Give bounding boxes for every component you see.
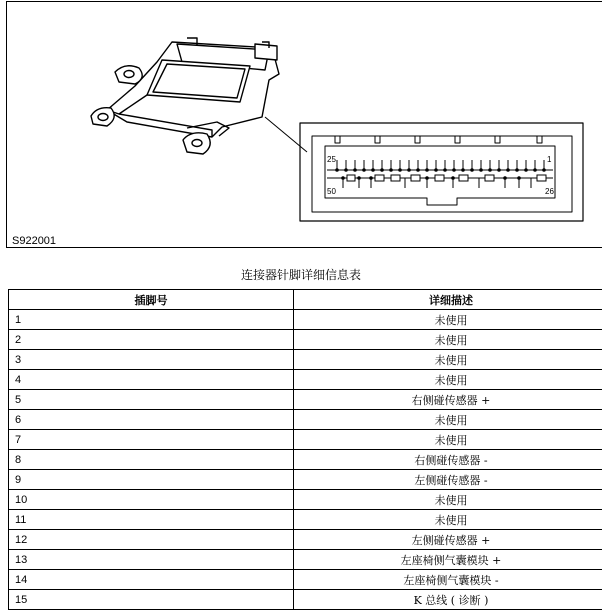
pin-number-cell: 1 [9,310,294,330]
pin-description-cell: 未使用 [294,490,602,510]
table-row [9,470,602,490]
pin-description-cell: 未使用 [294,510,602,530]
pin-number-cell: 10 [9,490,294,510]
pin-description-cell: 右侧碰传感器 - [294,450,602,470]
airbag-module-drawing [7,2,602,249]
table-row [9,570,602,590]
pin-number-cell: 7 [9,430,294,450]
pin-number-cell: 3 [9,350,294,370]
pin-number-cell: 9 [9,470,294,490]
table-row [9,350,602,370]
table-row [9,430,602,450]
pin-description-cell: 未使用 [294,370,602,390]
table-row [9,310,602,330]
table-row [9,510,602,530]
pin-detail-table [8,289,602,610]
table-row [9,410,602,430]
pin-number-cell: 14 [9,570,294,590]
pin-label-50: 50 [327,187,336,196]
pin-number-cell: 4 [9,370,294,390]
pin-number-cell: 15 [9,590,294,610]
pin-number-cell: 12 [9,530,294,550]
pin-number-cell: 2 [9,330,294,350]
pin-description-cell: 左座椅侧气囊模块 - [294,570,602,590]
pin-description-cell: 左侧碰传感器 - [294,470,602,490]
pin-number-cell: 5 [9,390,294,410]
pin-description-cell: 左座椅侧气囊模块 + [294,550,602,570]
pin-description-cell: 未使用 [294,430,602,450]
table-row [9,390,602,410]
pin-description-cell: 右侧碰传感器 + [294,390,602,410]
pin-number-cell: 6 [9,410,294,430]
table-row [9,450,602,470]
pin-number-cell: 8 [9,450,294,470]
table-row [9,330,602,350]
pin-number-cell: 13 [9,550,294,570]
table-row [9,590,602,610]
header-pin: 插脚号 [9,290,294,310]
pin-label-26: 26 [545,187,554,196]
table-title: 连接器针脚详细信息表 [0,266,602,283]
pin-description-cell: 未使用 [294,350,602,370]
pin-number-cell: 11 [9,510,294,530]
table-row [9,530,602,550]
table-row [9,370,602,390]
figure-id-label: S922001 [12,235,56,247]
pin-label-1: 1 [547,155,552,164]
pin-label-25: 25 [327,155,336,164]
table-row [9,490,602,510]
table-header-row [9,290,602,310]
pin-description-cell: 未使用 [294,330,602,350]
table-row [9,550,602,570]
module-illustration [6,1,602,248]
pin-description-cell: 未使用 [294,310,602,330]
pin-description-cell: K 总线 ( 诊断 ) [294,590,602,610]
pin-description-cell: 左侧碰传感器 + [294,530,602,550]
header-description: 详细描述 [294,290,602,310]
pin-description-cell: 未使用 [294,410,602,430]
